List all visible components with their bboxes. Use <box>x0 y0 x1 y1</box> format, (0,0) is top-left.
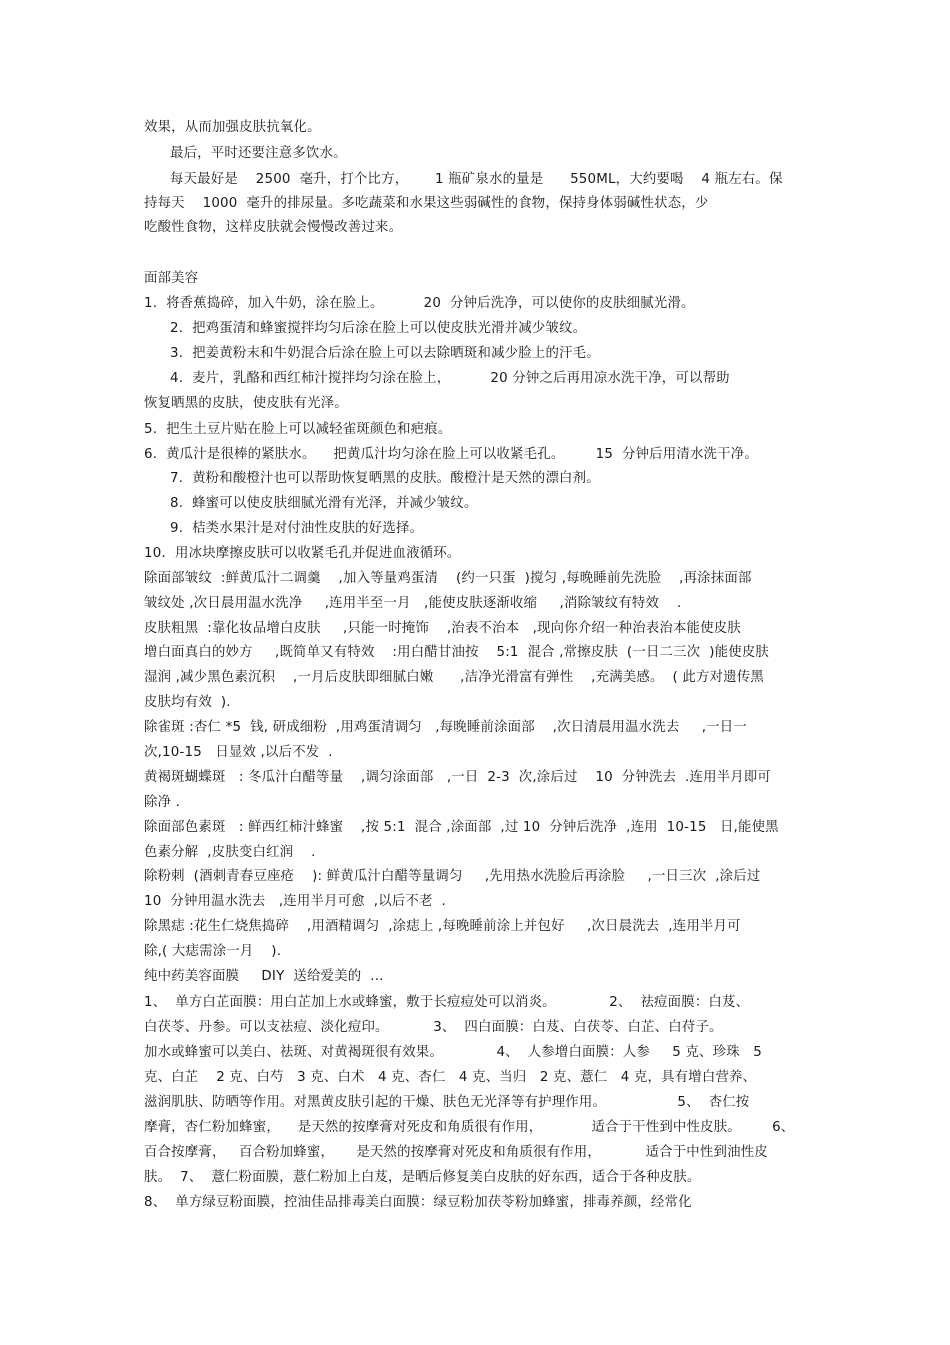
text-line: 效果，从而加强皮肤抗氧化。 <box>144 120 321 135</box>
text-line: 吃酸性食物，这样皮肤就会慢慢改善过来。 <box>144 220 403 235</box>
list-item: 8. 蜂蜜可以使皮肤细腻光滑有光泽，并减少皱纹。 <box>170 496 478 511</box>
section-heading: 纯中药美容面膜 DIY 送给爱美的 ... <box>144 969 384 984</box>
text-line: 皱纹处 ,次日晨用温水洗净 ,连用半至一月 ,能使皮肤逐渐收缩 ,消除皱纹有特效 . <box>144 596 682 611</box>
text-line: 除,( 大痣需涂一月 ). <box>144 944 282 959</box>
text-line: 摩膏，杏仁粉加蜂蜜， 是天然的按摩膏对死皮和角质很有作用， 适合于干性到中性皮肤。 6、 <box>144 1120 795 1135</box>
text-line: 10 分钟用温水洗去 ,连用半月可愈 ,以后不老 . <box>144 894 446 909</box>
section-heading: 面部美容 <box>144 271 199 286</box>
text-line: 湿润 ,减少黑色素沉积 ,一月后皮肤即细腻白嫩 ,洁净光滑富有弹性 ,充满美感。 ( 此方对遗传黑 <box>144 670 764 685</box>
list-item: 1. 将香蕉捣碎，加入牛奶，涂在脸上。 20 分钟后洗净，可以使你的皮肤细腻光滑。 <box>144 296 695 311</box>
text-line: 皮肤均有效 ). <box>144 695 231 710</box>
text-line: 百合按摩膏， 百合粉加蜂蜜， 是天然的按摩膏对死皮和角质很有作用， 适合于中性到油性皮 <box>144 1145 768 1160</box>
text-line: 滋润肌肤、防晒等作用。对黑黄皮肤引起的干燥、肤色无光泽等有护理作用。 5、 杏仁按 <box>144 1095 750 1110</box>
text-line: 恢复晒黑的皮肤，使皮肤有光泽。 <box>144 396 348 411</box>
list-item: 10．用冰块摩擦皮肤可以收紧毛孔并促进血液循环。 <box>144 546 461 561</box>
text-line: 除净 . <box>144 795 181 810</box>
text-line: 皮肤粗黑 :靠化妆品增白皮肤 ,只能一时掩饰 ,治表不治本 ,现向你介绍一种治表治本能使皮肤 <box>144 621 741 636</box>
text-line: 持每天 1000 毫升的排尿量。多吃蔬菜和水果这些弱碱性的食物，保持身体弱碱性状态，少 <box>144 196 709 211</box>
text-line: 除雀斑 :杏仁 *5 钱, 研成细粉 ,用鸡蛋清调匀 ,每晚睡前涂面部 ,次日清晨用温水洗去 ,一日一 <box>144 720 747 735</box>
text-line: 加水或蜂蜜可以美白、祛斑、对黄褐斑很有效果。 4、 人参增白面膜：人参 5 克、珍珠 5 <box>144 1045 762 1060</box>
list-item: 6. 黄瓜汁是很棒的紧肤水。 把黄瓜汁均匀涂在脸上可以收紧毛孔。 15 分钟后用清水洗干净。 <box>144 447 758 462</box>
text-line: 除粉刺 (酒刺青春豆座疮 ): 鲜黄瓜汁白醋等量调匀 ,先用热水洗脸后再涂脸 ,一日三次 ,涂后过 <box>144 869 761 884</box>
list-item: 2. 把鸡蛋清和蜂蜜搅拌均匀后涂在脸上可以使皮肤光滑并减少皱纹。 <box>170 321 587 336</box>
list-item: 9. 桔类水果汁是对付油性皮肤的好选择。 <box>170 521 424 536</box>
text-line: 除面部色素斑 : 鲜西红柿汁蜂蜜 ,按 5:1 混合 ,涂面部 ,过 10 分钟后洗净 ,连用 10-15 日,能使黑 <box>144 820 779 835</box>
text-line: 白茯苓、丹参。可以支祛痘、淡化痘印。 3、 四白面膜：白芨、白茯苓、白芷、白苻子。 <box>144 1020 723 1035</box>
text-line: 除面部皱纹 :鲜黄瓜汁二调羹 ,加入等量鸡蛋清 (约一只蛋 )搅匀 ,每晚睡前先洗脸 ,再涂抹面部 <box>144 571 752 586</box>
text-line: 肤。 7、 薏仁粉面膜，薏仁粉加上白芨，是晒后修复美白皮肤的好东西，适合于各种皮肤。 <box>144 1170 701 1185</box>
text-line: 克、白芷 2 克、白芍 3 克、白术 4 克、杏仁 4 克、当归 2 克、薏仁 4 克，具有增白营养、 <box>144 1070 757 1085</box>
list-item: 3. 把姜黄粉末和牛奶混合后涂在脸上可以去除晒斑和减少脸上的汗毛。 <box>170 346 600 361</box>
text-line: 次,10-15 日显效 ,以后不发 . <box>144 745 333 760</box>
list-item: 7. 黄粉和酸橙汁也可以帮助恢复晒黑的皮肤。酸橙汁是天然的漂白剂。 <box>170 471 600 486</box>
text-line: 增白面真白的妙方 ,既简单又有特效 :用白醋甘油按 5:1 混合 ,常擦皮肤 (一日二三次 )能使皮肤 <box>144 645 770 660</box>
text-line: 8、 单方绿豆粉面膜，控油佳品排毒美白面膜：绿豆粉加茯苓粉加蜂蜜，排毒养颜，经常化 <box>144 1195 692 1210</box>
list-item: 5. 把生土豆片贴在脸上可以减轻雀斑颜色和疤痕。 <box>144 422 452 437</box>
text-line: 除黑痣 :花生仁烧焦捣碎 ,用酒精调匀 ,涂痣上 ,每晚睡前涂上并包好 ,次日晨洗去 ,连用半月可 <box>144 919 741 934</box>
text-line: 黄褐斑蝴蝶斑 : 冬瓜汁白醋等量 ,调匀涂面部 ,一日 2-3 次,涂后过 10 分钟洗去 .连用半月即可 <box>144 770 772 785</box>
text-line: 最后，平时还要注意多饮水。 <box>170 146 347 161</box>
text-line: 每天最好是 2500 毫升，打个比方， 1 瓶矿泉水的量是 550ML，大约要喝 4 瓶左右。保 <box>170 172 783 187</box>
text-line: 1、 单方白芷面膜：用白芷加上水或蜂蜜，敷于长痘痘处可以消炎。 2、 祛痘面膜：白芨、 <box>144 995 750 1010</box>
list-item: 4. 麦片，乳酪和西红柿汁搅拌均匀涂在脸上， 20 分钟之后再用凉水洗干净，可以帮助 <box>170 371 730 386</box>
text-line: 色素分解 ,皮肤变白红润 . <box>144 845 316 860</box>
